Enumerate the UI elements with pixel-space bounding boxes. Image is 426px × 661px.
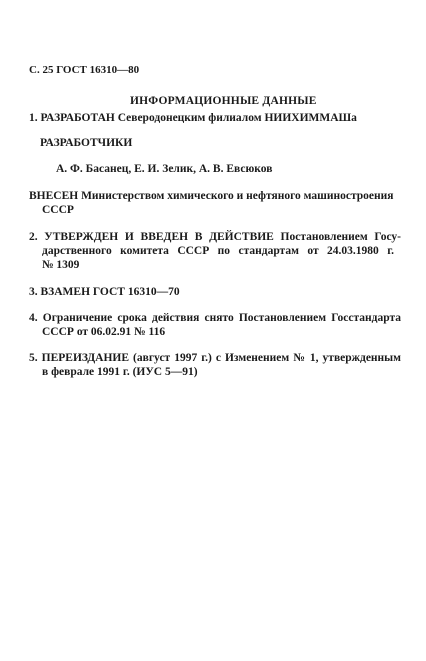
section-reissue-line1: 5. ПЕРЕИЗДАНИЕ (август 1997 г.) с Изменением № 1, утвержденным xyxy=(29,352,401,364)
section-introduced-line1: ВНЕСЕН Министерством химического и нефтяного машиностроения xyxy=(29,190,394,202)
section-reissue-line2: в феврале 1991 г. (ИУС 5—91) xyxy=(42,366,198,378)
page-header: С. 25 ГОСТ 16310—80 xyxy=(29,64,140,76)
document-title: ИНФОРМАЦИОННЫЕ ДАННЫЕ xyxy=(130,95,317,107)
section-approved-line1: 2. УТВЕРЖДЕН И ВВЕДЕН В ДЕЙСТВИЕ Постановлением Госу- xyxy=(29,231,401,243)
section-introduced-line2: СССР xyxy=(42,204,74,216)
section-limit-line1: 4. Ограничение срока действия снято Постановлением Госстандарта xyxy=(29,312,401,324)
section-approved-line2: дарственного комитета СССР по стандартам от 24.03.1980 г. xyxy=(42,245,394,257)
section-limit-line2: СССР от 06.02.91 № 116 xyxy=(42,326,166,338)
section-developed: 1. РАЗРАБОТАН Северодонецким филиалом НИИХИММАШа xyxy=(29,112,357,124)
developers-heading: РАЗРАБОТЧИКИ xyxy=(40,137,133,149)
developers-names: А. Ф. Басанец, Е. И. Зелик, А. В. Евсюков xyxy=(56,163,273,175)
section-approved-line3: № 1309 xyxy=(42,259,80,271)
section-replaces: 3. ВЗАМЕН ГОСТ 16310—70 xyxy=(29,286,180,298)
